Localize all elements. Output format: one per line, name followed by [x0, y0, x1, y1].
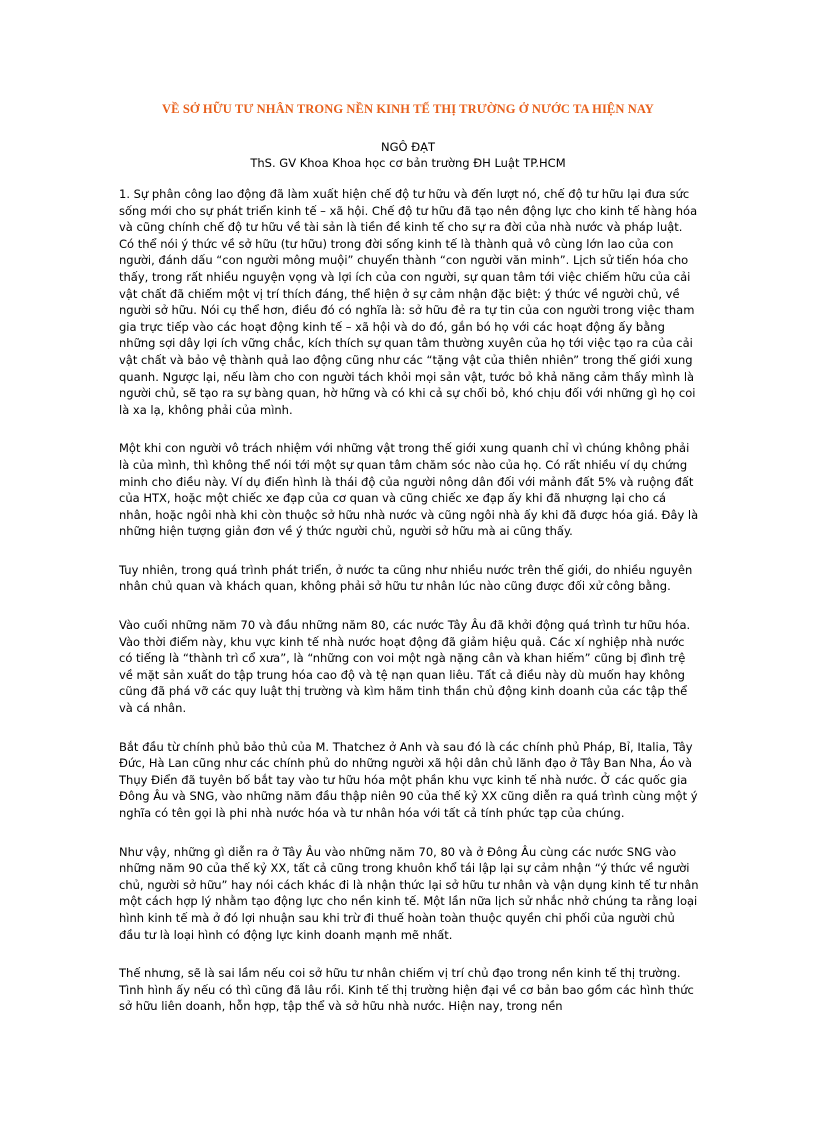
- paragraph: Một khi con người vô trách nhiệm với những vật trong thế giới xung quanh chỉ vì chúng không phải là của mình, thì không thể nói tới một sự quan tâm chăm sóc nào của họ. Có rất nhiều ví dụ chứng minh cho điều này. Ví dụ điển hình là thái độ của người nông dân đối với mảnh đất 5% và ruộng đất của HTX, hoặc một chiếc xe đạp của cơ quan và cũng chiếc xe đạp ấy khi đã nhượng lại cho cá nhân, hoặc ngôi nhà khi còn thuộc sở hữu nhà nước và cũng ngôi nhà ấy khi đã được hóa giá. Đây là những hiện tượng giản đơn về ý thức người chủ, người sở hữu mà ai cũng thấy.: [119, 441, 699, 539]
- paragraph: Tuy nhiên, trong quá trình phát triển, ở nước ta cũng như nhiều nước trên thế giới, do nhiều nguyên nhân chủ quan và khách quan, không phải sở hữu tư nhân lúc nào cũng được đối xử công bằng.: [119, 562, 693, 594]
- paragraph: Thế nhưng, sẽ là sai lầm nếu coi sở hữu tư nhân chiếm vị trí chủ đạo trong nền kinh tế thị trường. Tình hình ấy nếu có thì cũng đã lâu rồi. Kinh tế thị trường hiện đại về cơ bản bao gồm các hình thức sở hữu liên doanh, hỗn hợp, tập thể và sở hữu nhà nước. Hiện nay, trong nền: [119, 966, 694, 1014]
- author-name: NGÔ ĐẠT: [380, 140, 436, 154]
- paragraph: Như vậy, những gì diễn ra ở Tây Âu vào những năm 70, 80 và ở Đông Âu cùng các nước SNG vào những năm 90 của thế kỷ XX, tất cả cũng trong khuôn khổ tái lập lại sự cảm nhận “ý thức về người chủ, người sở hữu” hay nói cách khác đi là nhận thức lại sở hữu tư nhân và vận dụng kinh tế tư nhân một cách hợp lý nhằm tạo động lực cho nền kinh tế. Một lần nữa lịch sử nhắc nhở chúng ta rằng loại hình kinh tế mà ở đó lợi nhuận sau khi trừ đi thuế hoàn toàn thuộc quyền chi phối của người chủ đầu tư là loại hình có động lực kinh doanh mạnh mẽ nhất.: [119, 844, 699, 942]
- paragraph: 1. Sự phân công lao động đã làm xuất hiện chế độ tư hữu và đến lượt nó, chế độ tư hữu lại đưa sức sống mới cho sự phát triển kinh tế – xã hội. Chế độ tư hữu đã tạo nên động lực cho kinh tế hàng hóa và cũng chính chế độ tư hữu về tài sản là tiền đề kinh tế cho sự ra đời của nhà nước và pháp luật. Có thể nói ý thức về sở hữu (tư hữu) trong đời sống kinh tế là thành quả vô cùng lớn lao của con người, đánh dấu “con người mông muội” chuyển thành “con người văn minh”. Lịch sử tiến hóa cho thấy, trong rất nhiều nguyện vọng và lợi ích của con người, sự quan tâm tới việc chiếm hữu của cải vật chất đã chiếm một vị trí thích đáng, thể hiện ở sự cảm nhận đặc biệt: ý thức về người chủ, về người sở hữu. Nói cụ thể hơn, điều đó có nghĩa là: sở hữu đẻ ra tự tin của con người trong việc tham gia trực tiếp vào các hoạt động kinh tế – xã hội và do đó, gắn bó họ với các hoạt động ấy bằng những sợi dây lợi ích vững chắc, kích thích sự quan tâm thường xuyên của họ tới việc tạo ra của cải vật chất và bảo vệ thành quả lao động cũng như các “tặng vật của thiên nhiên” trong thế giới xung quanh. Ngược lại, nếu làm cho con người tách khỏi mọi sản vật, tước bỏ khả năng cảm thấy mình là người chủ, sẽ tạo ra sự bàng quan, hờ hững và có khi cả sự chối bỏ, khó chịu đối với những gì họ coi là xa lạ, không phải của mình.: [119, 187, 698, 417]
- document-title: VỀ SỞ HỮU TƯ NHÂN TRONG NỀN KINH TẾ THỊ TRƯỜNG Ở NƯỚC TA HIỆN NAY: [162, 102, 654, 116]
- paragraph: Vào cuối những năm 70 và đầu những năm 80, các nước Tây Âu đã khởi động quá trình tư hữu hóa. Vào thời điểm này, khu vực kinh tế nhà nước hoạt động đã giảm hiệu quả. Các xí nghiệp nhà nước có tiếng là “thành trì cổ xưa”, là “những con voi một ngà nặng cân và khan hiếm” cũng bị đình trệ về mặt sản xuất do tập trung hóa cao độ và tệ nạn quan liêu. Tất cả điều này dù muốn hay không cũng đã phá vỡ các quy luật thị trường và kìm hãm tinh thần chủ động kinh doanh của các tập thể và cá nhân.: [119, 618, 691, 716]
- paragraph: Bắt đầu từ chính phủ bảo thủ của M. Thatchez ở Anh và sau đó là các chính phủ Pháp, Bỉ, Italia, Tây Đức, Hà Lan cũng như các chính phủ do những người xã hội dân chủ lãnh đạo ở Tây Ban Nha, Áo và Thụy Điển đã tuyên bố bắt tay vào tư hữu hóa một phần khu vực kinh tế nhà nước. Ở các quốc gia Đông Âu và SNG, vào những năm đầu thập niên 90 của thế kỷ XX cũng diễn ra quá trình cùng một ý nghĩa có tên gọi là phi nhà nước hóa và tư nhân hóa với tất cả tính phức tạp của chúng.: [119, 739, 698, 820]
- author-affiliation: ThS. GV Khoa Khoa học cơ bản trường ĐH Luật TP.HCM: [250, 156, 566, 170]
- article-body: [119, 186, 699, 1037]
